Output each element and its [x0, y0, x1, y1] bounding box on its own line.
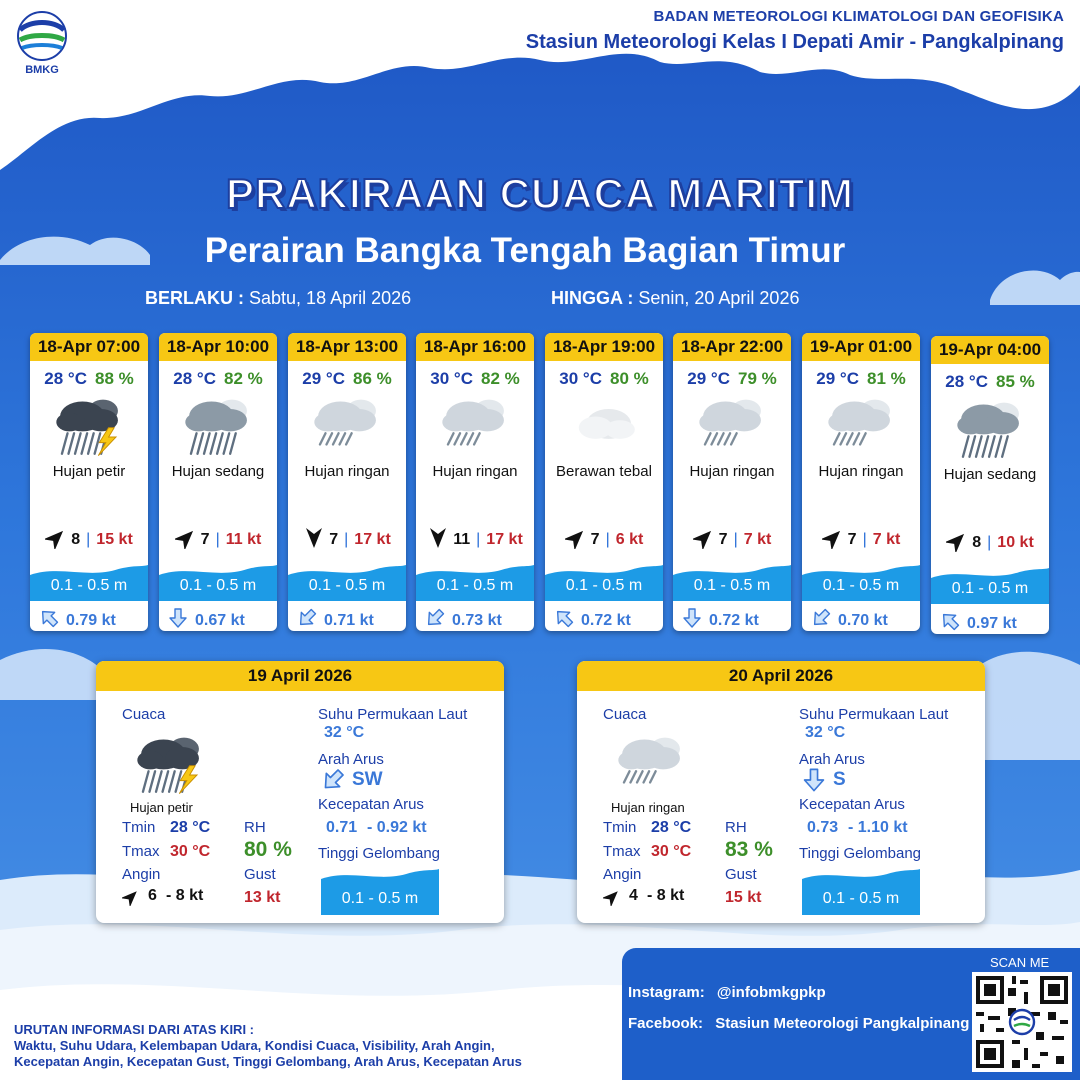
- light-rain-icon: [802, 389, 920, 459]
- separator: |: [733, 531, 738, 548]
- light-rain-icon: [416, 389, 534, 459]
- forecast-time: 18-Apr 19:00: [545, 333, 663, 361]
- current-direction-value: S: [833, 769, 846, 790]
- current-info: [38, 607, 116, 630]
- current-info: [939, 610, 1017, 633]
- tmin-label: Tmin: [122, 819, 156, 836]
- instagram-row: [628, 984, 826, 1001]
- wind-direction-icon: [693, 527, 715, 554]
- light-rain-icon: [609, 723, 693, 804]
- current-speed: 0.70 kt: [838, 612, 888, 629]
- wave-label: Tinggi Gelombang: [318, 845, 441, 862]
- weather-condition: Hujan sedang: [171, 463, 265, 480]
- facebook-label: Facebook:: [628, 1015, 704, 1032]
- air-temperature: 30 °C: [430, 369, 473, 388]
- current-info: [424, 607, 502, 630]
- daily-condition: Hujan ringan: [611, 800, 685, 815]
- wind-direction-icon: [603, 888, 621, 911]
- gust-value: 13 kt: [244, 889, 281, 906]
- wind-info: [931, 530, 1049, 557]
- forecast-temp-rh: [545, 369, 663, 389]
- forecast-temp-rh: [673, 369, 791, 389]
- current-direction-icon: [939, 615, 967, 632]
- legend-line2: Kecepatan Angin, Kecepatan Gust, Tinggi Gelombang, Arah Arus, Kecepatan Arus: [14, 1054, 522, 1069]
- air-temperature: 30 °C: [559, 369, 602, 388]
- current-speed-max: - 0.92 kt: [367, 819, 427, 836]
- forecast-time: 19-Apr 01:00: [802, 333, 920, 361]
- current-info: [553, 607, 631, 630]
- scan-me-label: SCAN ME: [990, 955, 1050, 970]
- forecast-temp-rh: [30, 369, 148, 389]
- tmax-label: Tmax: [122, 843, 160, 860]
- wind-direction-icon: [175, 527, 197, 554]
- forecast-card: [931, 336, 1049, 634]
- agency-header: [526, 8, 1064, 54]
- thunderstorm-icon: [128, 723, 212, 804]
- wave-height: 0.1 - 0.5 m: [565, 577, 643, 594]
- current-direction-icon: [38, 612, 66, 629]
- air-temperature: 29 °C: [816, 369, 859, 388]
- current-direction-label: Arah Arus: [799, 751, 865, 768]
- logo-text: BMKG: [25, 64, 59, 76]
- current-info: [681, 607, 759, 630]
- current-direction-icon: [424, 612, 452, 629]
- current-info: [167, 607, 245, 630]
- relative-humidity: 80 %: [609, 369, 649, 388]
- validity-to-label: HINGGA :: [551, 288, 634, 308]
- light-rain-icon: [288, 389, 406, 459]
- wind-direction-icon: [427, 527, 449, 554]
- forecast-temp-rh: [802, 369, 920, 389]
- forecast-temp-rh: [416, 369, 534, 389]
- separator: |: [86, 531, 91, 548]
- current-speed: 0.79 kt: [66, 612, 116, 629]
- relative-humidity: 82 %: [223, 369, 263, 388]
- daily-date: 19 April 2026: [96, 661, 504, 691]
- wind-info: [416, 527, 534, 554]
- current-speed-max: - 1.10 kt: [848, 819, 908, 836]
- current-speed: 0.73 kt: [452, 612, 502, 629]
- forecast-time: 18-Apr 16:00: [416, 333, 534, 361]
- weather-condition: Hujan ringan: [304, 463, 390, 480]
- wind-min: 4: [629, 887, 638, 904]
- forecast-time: 18-Apr 22:00: [673, 333, 791, 361]
- separator: |: [862, 531, 867, 548]
- wind-direction-icon: [45, 527, 67, 554]
- gust-value: 15 kt: [725, 889, 762, 906]
- legend-title: URUTAN INFORMASI DARI ATAS KIRI :: [14, 1022, 254, 1037]
- forecast-card: [288, 333, 406, 631]
- validity-to: [551, 288, 799, 309]
- wind-max: - 8 kt: [647, 887, 685, 904]
- wind-speed: 7: [200, 531, 210, 548]
- current-direction-value: SW: [352, 769, 383, 790]
- weather-label: Cuaca: [603, 706, 647, 723]
- bmkg-emblem-icon: [14, 10, 70, 62]
- current-speed: 0.72 kt: [581, 612, 631, 629]
- forecast-card: [416, 333, 534, 631]
- weather-label: Cuaca: [122, 706, 166, 723]
- gust-speed: 15 kt: [96, 531, 133, 548]
- rh-value: 83 %: [725, 838, 773, 861]
- bmkg-logo: [14, 10, 70, 78]
- weather-condition: Hujan ringan: [818, 463, 904, 480]
- current-info: [810, 607, 888, 630]
- gust-speed: 17 kt: [354, 531, 391, 548]
- wind-direction-icon: [946, 530, 968, 557]
- gust-speed: 7 kt: [872, 531, 901, 548]
- forecast-temp-rh: [159, 369, 277, 389]
- rh-label: RH: [244, 819, 266, 836]
- wind-speed: 7: [329, 531, 339, 548]
- validity-to-value: Senin, 20 April 2026: [638, 288, 800, 308]
- sst-label: Suhu Permukaan Laut: [318, 706, 468, 723]
- current-direction-icon: [296, 612, 324, 629]
- daily-date: 20 April 2026: [577, 661, 985, 691]
- wave-height: 0.1 - 0.5 m: [179, 577, 257, 594]
- wave-height: 0.1 - 0.5 m: [951, 580, 1029, 597]
- current-speed: 0.97 kt: [967, 615, 1017, 632]
- separator: |: [987, 534, 992, 551]
- thunderstorm-icon: [30, 389, 148, 459]
- current-direction-icon: [681, 612, 709, 629]
- current-speed-min: 0.73: [807, 819, 839, 836]
- forecast-card: [802, 333, 920, 631]
- forecast-card: [673, 333, 791, 631]
- current-speed-label: Kecepatan Arus: [799, 796, 905, 813]
- wave-height: 0.1 - 0.5 m: [436, 577, 514, 594]
- sst-value: 32 °C: [324, 724, 365, 741]
- air-temperature: 28 °C: [945, 372, 988, 391]
- air-temperature: 28 °C: [44, 369, 87, 388]
- current-direction-icon: [320, 767, 346, 798]
- weather-condition: Hujan sedang: [943, 466, 1037, 483]
- qr-code-icon[interactable]: [972, 972, 1072, 1072]
- wave-height: 0.1 - 0.5 m: [693, 577, 771, 594]
- sst-value: 32 °C: [805, 724, 846, 741]
- tmin-label: Tmin: [603, 819, 637, 836]
- wind-speed: 11: [453, 531, 471, 548]
- current-info: [296, 607, 374, 630]
- relative-humidity: 85 %: [995, 372, 1035, 391]
- station-name: Stasiun Meteorologi Kelas I Depati Amir - Pangkalpinang: [525, 31, 1064, 53]
- air-temperature: 29 °C: [302, 369, 345, 388]
- current-speed-label: Kecepatan Arus: [318, 796, 424, 813]
- weather-condition: Hujan ringan: [432, 463, 518, 480]
- forecast-temp-rh: [288, 369, 406, 389]
- wind-direction-icon: [565, 527, 587, 554]
- forecast-time: 18-Apr 07:00: [30, 333, 148, 361]
- wind-speed: 7: [590, 531, 600, 548]
- instagram-handle[interactable]: @infobmkgpkp: [716, 984, 826, 1001]
- wind-max: - 8 kt: [166, 887, 204, 904]
- daily-summary-card: [577, 661, 985, 923]
- wind-label: Angin: [603, 866, 642, 883]
- wave-height: 0.1 - 0.5 m: [50, 577, 128, 594]
- wind-speed: 7: [847, 531, 857, 548]
- legend-line1: Waktu, Suhu Udara, Kelembapan Udara, Kondisi Cuaca, Visibility, Arah Angin,: [14, 1038, 495, 1053]
- weather-condition: Hujan ringan: [689, 463, 775, 480]
- wave-label: Tinggi Gelombang: [799, 845, 922, 862]
- air-temperature: 29 °C: [687, 369, 730, 388]
- daily-condition: Hujan petir: [130, 800, 193, 815]
- weather-condition: Berawan tebal: [556, 463, 652, 480]
- relative-humidity: 88 %: [94, 369, 134, 388]
- wind-info: [802, 527, 920, 554]
- current-speed: 0.67 kt: [195, 612, 245, 629]
- tmax-value: 30 °C: [170, 843, 211, 860]
- info-order-legend: [14, 1022, 522, 1070]
- wind-info: [159, 527, 277, 554]
- rh-label: RH: [725, 819, 747, 836]
- rh-value: 80 %: [244, 838, 292, 861]
- separator: |: [476, 531, 481, 548]
- overcast-icon: [545, 389, 663, 459]
- forecast-card: [159, 333, 277, 631]
- gust-speed: 11 kt: [225, 531, 262, 548]
- wind-info: [288, 527, 406, 554]
- daily-summary-card: [96, 661, 504, 923]
- wave-height: 0.1 - 0.5 m: [341, 890, 419, 907]
- gust-speed: 7 kt: [743, 531, 772, 548]
- forecast-time: 18-Apr 13:00: [288, 333, 406, 361]
- agency-name: BADAN METEOROLOGI KLIMATOLOGI DAN GEOFISIKA: [653, 8, 1064, 25]
- validity-from: [145, 288, 411, 309]
- relative-humidity: 81 %: [866, 369, 906, 388]
- sst-label: Suhu Permukaan Laut: [799, 706, 949, 723]
- wind-speed: 8: [71, 531, 81, 548]
- validity-from-value: Sabtu, 18 April 2026: [249, 288, 412, 308]
- page-subtitle: Perairan Bangka Tengah Bagian Timur: [204, 231, 846, 270]
- light-rain-icon: [673, 389, 791, 459]
- separator: |: [344, 531, 349, 548]
- tmin-value: 28 °C: [651, 819, 692, 836]
- tmax-label: Tmax: [603, 843, 641, 860]
- validity-from-label: BERLAKU :: [145, 288, 244, 308]
- current-speed-min: 0.71: [326, 819, 358, 836]
- wind-direction-icon: [122, 888, 140, 911]
- forecast-card: [30, 333, 148, 631]
- forecast-card: [545, 333, 663, 631]
- gust-speed: 6 kt: [615, 531, 644, 548]
- gust-label: Gust: [244, 866, 276, 883]
- moderate-rain-icon: [931, 392, 1049, 462]
- separator: |: [605, 531, 610, 548]
- relative-humidity: 82 %: [480, 369, 520, 388]
- current-direction-icon: [167, 612, 195, 629]
- page-title: PRAKIRAAN CUACA MARITIM: [225, 170, 855, 217]
- wind-direction-icon: [303, 527, 325, 554]
- wind-speed: 7: [718, 531, 728, 548]
- wave-height: 0.1 - 0.5 m: [308, 577, 386, 594]
- wind-speed: 8: [972, 534, 982, 551]
- wind-min: 6: [148, 887, 157, 904]
- tmin-value: 28 °C: [170, 819, 211, 836]
- instagram-label: Instagram:: [628, 984, 705, 1001]
- wave-height: 0.1 - 0.5 m: [822, 577, 900, 594]
- current-direction-label: Arah Arus: [318, 751, 384, 768]
- facebook-page[interactable]: Stasiun Meteorologi Pangkalpinang: [715, 1015, 970, 1032]
- weather-condition: Hujan petir: [52, 463, 126, 480]
- separator: |: [215, 531, 220, 548]
- wave-height: 0.1 - 0.5 m: [822, 890, 900, 907]
- tmax-value: 30 °C: [651, 843, 692, 860]
- facebook-row: [628, 1015, 969, 1032]
- current-speed: 0.72 kt: [709, 612, 759, 629]
- forecast-time: 19-Apr 04:00: [931, 336, 1049, 364]
- forecast-temp-rh: [931, 372, 1049, 392]
- current-direction-icon: [553, 612, 581, 629]
- wind-info: [545, 527, 663, 554]
- air-temperature: 28 °C: [173, 369, 216, 388]
- forecast-time: 18-Apr 10:00: [159, 333, 277, 361]
- wind-info: [673, 527, 791, 554]
- gust-speed: 10 kt: [997, 534, 1034, 551]
- gust-label: Gust: [725, 866, 757, 883]
- relative-humidity: 79 %: [737, 369, 777, 388]
- moderate-rain-icon: [159, 389, 277, 459]
- gust-speed: 17 kt: [486, 531, 523, 548]
- current-direction-icon: [810, 612, 838, 629]
- current-speed: 0.71 kt: [324, 612, 374, 629]
- wind-info: [30, 527, 148, 554]
- wind-direction-icon: [822, 527, 844, 554]
- wind-label: Angin: [122, 866, 161, 883]
- relative-humidity: 86 %: [352, 369, 392, 388]
- current-direction-icon: [801, 767, 827, 798]
